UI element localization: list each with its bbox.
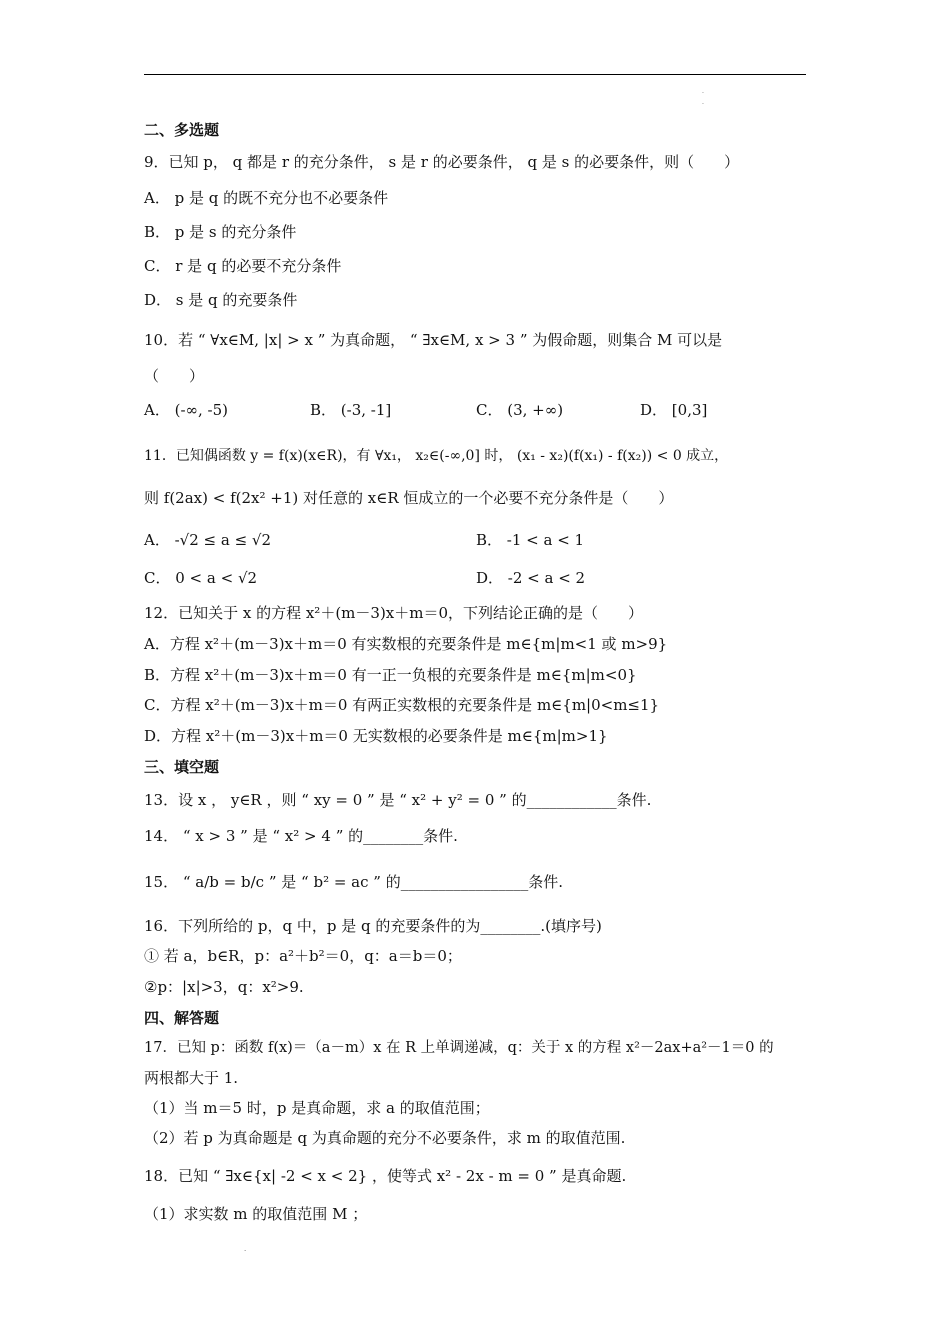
q10-option-d: D． [0,3] <box>640 401 708 419</box>
q16-item-1: ① 若 a，b∈R，p：a²＋b²＝0，q：a＝b＝0； <box>144 947 462 965</box>
q12-stem: 12．已知关于 x 的方程 x²＋(m－3)x＋m＝0，下列结论正确的是（ ） <box>144 604 644 622</box>
q12-option-c: C．方程 x²＋(m－3)x＋m＝0 有两正实数根的充要条件是 m∈{m|0<m≤1} <box>144 696 660 714</box>
q17-part-2: （2）若 p 为真命题是 q 为真命题的充分不必要条件，求 m 的取值范围. <box>144 1129 626 1147</box>
q17-stem-2: 两根都大于 1. <box>144 1069 239 1087</box>
q11-option-a: A． -√2 ≤ a ≤ √2 <box>144 531 272 549</box>
q9-option-a: A． p 是 q 的既不充分也不必要条件 <box>144 189 389 207</box>
q9-option-c: C． r 是 q 的必要不充分条件 <box>144 257 342 275</box>
q14: 14． “ x > 3 ” 是 “ x² > 4 ” 的________条件. <box>144 827 458 845</box>
q12-option-a: A．方程 x²＋(m－3)x＋m＝0 有实数根的充要条件是 m∈{m|m<1 或 m>9} <box>144 635 668 653</box>
q11-stem: 11．已知偶函数 y = f(x)(x∈R)，有 ∀x₁， x₂∈(-∞,0] 时， (x₁ - x₂)(f(x₁) - f(x₂)) < 0 成立， <box>144 448 729 464</box>
q11-stem-2: 则 f(2ax) < f(2x² +1) 对任意的 x∈R 恒成立的一个必要不充分条件是（ ） <box>144 489 674 507</box>
section-title-answer: 四、解答题 <box>144 1009 220 1027</box>
q11-option-b: B． -1 < a < 1 <box>476 531 585 549</box>
section-title-multiple-choice: 二、多选题 <box>144 121 220 139</box>
q10-option-a: A． (-∞, -5) <box>144 401 229 419</box>
q17-stem: 17．已知 p：函数 f(x)＝（a－m）x 在 R 上单调递减，q：关于 x 的方程 x²－2ax+a²－1＝0 的 <box>144 1040 774 1056</box>
q17-part-1: （1）当 m＝5 时，p 是真命题，求 a 的取值范围； <box>144 1099 490 1117</box>
q16-stem: 16．下列所给的 p，q 中，p 是 q 的充要条件的为________.(填序号) <box>144 917 602 935</box>
q12-option-b: B．方程 x²＋(m－3)x＋m＝0 有一正一负根的充要条件是 m∈{m|m<0} <box>144 666 637 684</box>
q12-option-d: D．方程 x²＋(m－3)x＋m＝0 无实数根的必要条件是 m∈{m|m>1} <box>144 727 608 745</box>
q9-option-d: D． s 是 q 的充要条件 <box>144 291 298 309</box>
q10-option-c: C． (3, +∞) <box>476 401 564 419</box>
footer-dot: . <box>244 1245 247 1253</box>
q10-paren: （ ） <box>144 367 205 385</box>
section-title-fill-in: 三、填空题 <box>144 758 220 776</box>
header-dots: . . <box>702 88 704 106</box>
q10-stem: 10．若 “ ∀x∈M, |x| > x ” 为真命题， “ ∃x∈M, x > 3 ” 为假命题，则集合 M 可以是 <box>144 331 723 349</box>
q18-part-1: （1）求实数 m 的取值范围 M ； <box>144 1205 368 1223</box>
q10-option-b: B． (-3, -1] <box>310 401 392 419</box>
header-rule <box>144 74 806 75</box>
q11-option-c: C． 0 < a < √2 <box>144 569 258 587</box>
q9-stem: 9．已知 p， q 都是 r 的充分条件， s 是 r 的必要条件， q 是 s 的必要条件，则（ ） <box>144 153 740 171</box>
q13: 13．设 x ， y∈R ，则 “ xy = 0 ” 是 “ x² + y² = 0 ” 的____________条件. <box>144 791 652 809</box>
q9-option-b: B． p 是 s 的充分条件 <box>144 223 297 241</box>
q18-stem: 18．已知 “ ∃x∈{x| -2 < x < 2} ，使等式 x² - 2x - m = 0 ” 是真命题. <box>144 1167 627 1185</box>
q16-item-2: ②p：|x|>3，q：x²>9. <box>144 978 304 996</box>
q15: 15． “ a/b = b/c ” 是 “ b² = ac ” 的_________________条件. <box>144 873 563 891</box>
q11-option-d: D． -2 < a < 2 <box>476 569 586 587</box>
